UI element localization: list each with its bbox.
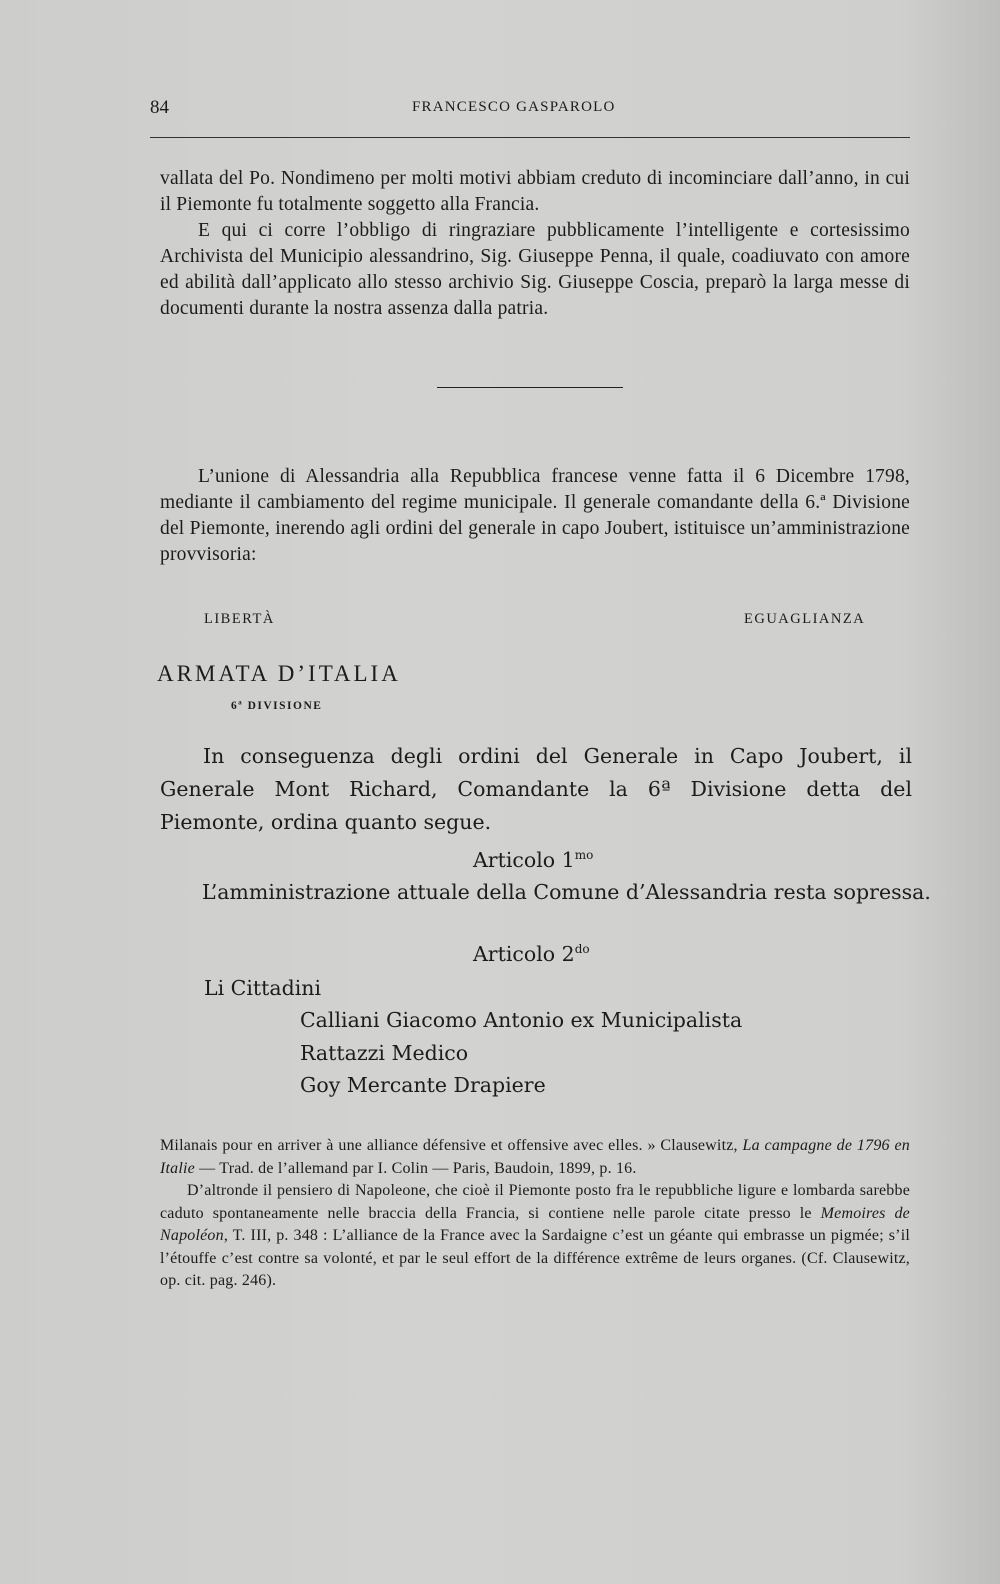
footnote-1: Milanais pour en arriver à une alliance défensive et offensive avec elles. » Clausewitz, La campagne de 1796 en Italie — Trad. de l’allemand par I. Colin — Paris, Baudoin, 1899, p. 16. [160, 1137, 910, 1177]
army-heading: ARMATA D’ITALIA [157, 661, 401, 686]
article-1-text: L’amministrazione attuale della Comune d’Alessandria resta sopressa. [202, 880, 931, 904]
article-1-title: Articolo $1^{mo}$ [473, 848, 594, 872]
page-number: 84 [150, 97, 169, 118]
running-title: FRANCESCO GASPAROLO [412, 99, 616, 115]
motto-eguaglianza: EGUAGLIANZA [744, 611, 866, 627]
page-header [150, 97, 910, 121]
footnotes [160, 1135, 910, 1293]
citizen-name: Goy Mercante Drapiere [300, 1073, 546, 1097]
article-1-ordinal: mo [574, 848, 594, 863]
section-separator [437, 387, 623, 388]
article-2-title: Articolo $2^{do}$ [473, 942, 590, 966]
citizen-name: Calliani Giacomo Antonio ex Municipalista [300, 1008, 743, 1032]
intro-paragraph-1: vallata del Po. Nondimeno per molti motivi abbiam creduto di incominciare dall’anno, in cui il Piemonte fu totalmente soggetto alla Francia. [160, 168, 910, 215]
decree-preamble [160, 740, 912, 839]
citizen-name: Rattazzi Medico [300, 1041, 469, 1065]
intro-paragraph-2: E qui ci corre l’obbligo di ringraziare pubblicamente l’intelligente e cortesissimo Archivista del Municipio alessandrino, Sig. Giuseppe Penna, il quale, coadiuvato con amore ed abilità dall’applicato allo stesso archivio Sig. Giuseppe Coscia, preparò la larga messe di documenti durante la nostra assenza dalla patria. [160, 220, 910, 319]
footnote-1-title: La campagne de 1796 en Italie [160, 1137, 910, 1177]
intro-text [160, 166, 910, 322]
footnote-2: D’altronde il pensiero di Napoleone, che cioè il Piemonte posto fra le repubbliche ligure e lombarda sarebbe caduto spontaneamente nelle braccia della Francia, si contiene nelle parole citate presso le Memoires de Napoléon, T. III, p. 348 : L’alliance de la France avec la Sardaigne c’est un géante qui embrasse un pigmée; s’il l’étouffe c’est contre sa volonté, et par le seul effort de la différence extrême de leurs organes. (Cf. Clausewitz, op. cit. pag. 246). [160, 1182, 910, 1289]
cittadini-label: Li Cittadini [204, 976, 322, 1000]
decree-preamble-text: In conseguenza degli ordini del Generale in Capo Joubert, il Generale Mont Richard, Comandante la 6ª Divisione detta del Piemonte, ordina quanto segue. [160, 744, 912, 834]
union-paragraph: L’unione di Alessandria alla Repubblica francese venne fatta il 6 Dicembre 1798, mediante il cambiamento del regime municipale. Il generale comandante della 6.ª Divisione del Piemonte, inerendo agli ordini del generale in capo Joubert, istituisce un’amministrazione provvisoria: [160, 466, 910, 565]
division-heading: 6ª DIVISIONE [231, 700, 323, 712]
footnote-2-title: Memoires de Napoléon [160, 1204, 910, 1244]
motto-liberta: LIBERTÀ [204, 611, 275, 627]
article-2-ordinal: do [574, 942, 590, 957]
header-rule [150, 137, 910, 138]
section-paragraph [160, 464, 910, 568]
